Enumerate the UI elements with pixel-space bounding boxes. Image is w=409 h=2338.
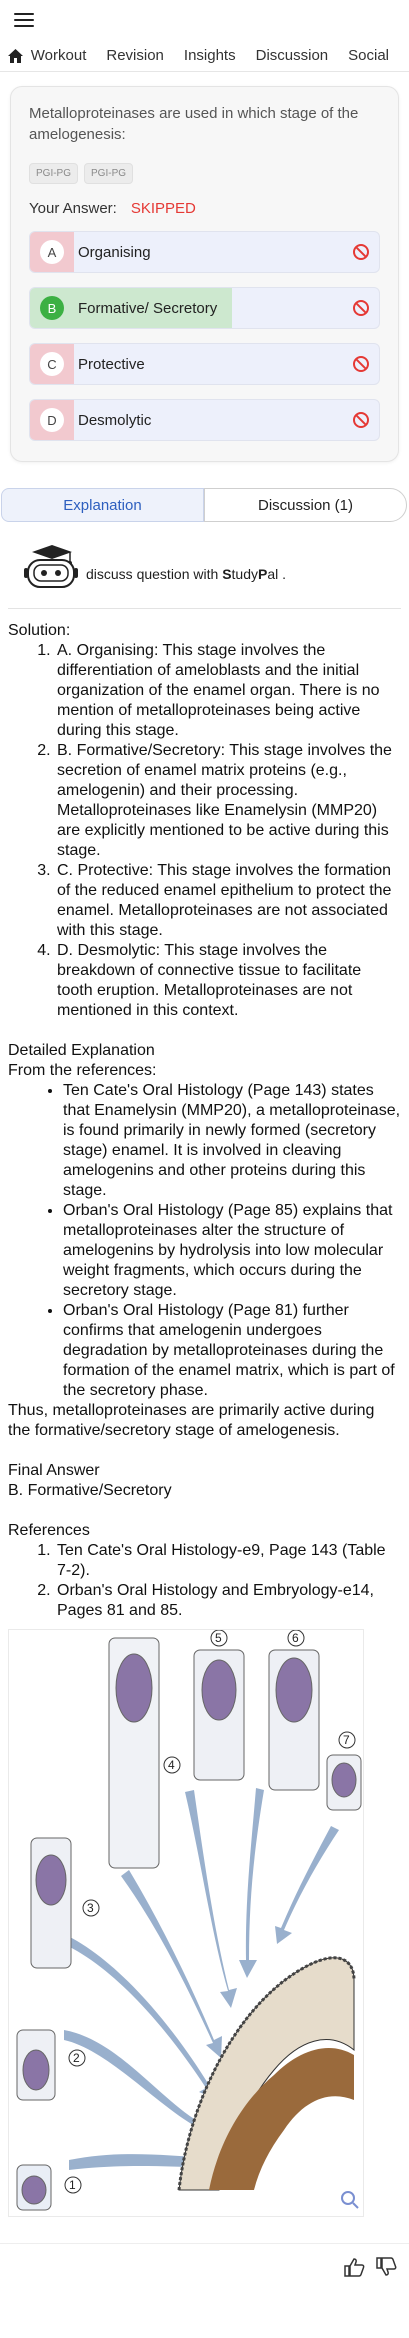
feedback-bar — [0, 2243, 409, 2289]
tabs-scrollbar[interactable] — [0, 71, 396, 72]
list-item: 2. B. Formative/Secretory: This stage involves the secretion of enamel matrix proteins (e.g., amelogenin) and their processing. Metalloproteinases like Enamelysin (MMP20) are explicitly mentioned to be active during this stage. — [55, 741, 401, 861]
studypal-link[interactable] — [22, 542, 409, 592]
top-bar — [0, 0, 409, 40]
amelogenesis-illustration[interactable] — [8, 1629, 364, 2217]
option-b[interactable] — [29, 287, 380, 329]
your-answer-row — [29, 200, 380, 217]
stage-number: 3 — [87, 1901, 94, 1915]
menu-icon[interactable] — [14, 13, 34, 27]
list-item: 4. D. Desmolytic: This stage involves the breakdown of connective tissue to facilitate tooth eruption. Metalloproteinases are not mentioned in this context. — [55, 941, 401, 1021]
stage-number: 5 — [215, 1631, 222, 1645]
robot-graduate-icon — [22, 544, 78, 590]
question-text: Metalloproteinases are used in which stage of the amelogenesis: — [29, 105, 359, 143]
list-item: 1. A. Organising: This stage involves the differentiation of ameloblasts and the initial organization of the enamel organ. There is no mention of metalloproteinases being active during this stage. — [55, 641, 401, 741]
stage-number: 6 — [292, 1631, 299, 1645]
option-d[interactable] — [29, 399, 380, 441]
nav-tabs — [0, 40, 409, 72]
solution-heading: Solution: — [8, 622, 71, 639]
thumbs-down-icon[interactable] — [375, 2257, 397, 2277]
option-label: Protective — [78, 355, 145, 373]
stage-number: 4 — [168, 1758, 175, 1772]
list-item: 3. C. Protective: This stage involves the formation of the reduced enamel epithelium to protect the enamel. Metalloproteinases are not associated with this stage. — [55, 861, 401, 941]
detailed-list — [63, 1081, 401, 1401]
list-item: 1. Ten Cate's Oral Histology-e9, Page 143 (Table 7-2). — [55, 1541, 401, 1581]
option-letter: A — [40, 240, 64, 264]
detailed-heading: Detailed Explanation — [8, 1042, 155, 1059]
option-label: Desmolytic — [78, 411, 152, 429]
tab-revision[interactable]: Revision — [106, 47, 164, 64]
thumbs-up-icon[interactable] — [343, 2257, 365, 2277]
references-list — [55, 1541, 401, 1621]
references-heading: References — [8, 1522, 90, 1539]
explanation-discussion-toggle — [1, 488, 407, 522]
stage-number: 2 — [73, 2051, 80, 2065]
zoom-icon — [342, 2192, 358, 2208]
tab-workout[interactable]: Workout — [30, 47, 87, 64]
option-a[interactable] — [29, 231, 380, 273]
detailed-intro: From the references: — [8, 1062, 157, 1079]
ban-icon — [353, 412, 369, 428]
ameloblast-stages-diagram — [9, 1630, 365, 2218]
question-card — [10, 86, 399, 462]
stage-number: 7 — [343, 1733, 350, 1747]
explanation-content — [0, 609, 409, 1621]
list-item: • Ten Cate's Oral Histology (Page 143) states that Enamelysin (MMP20), a metalloproteinase, is found primarily in newly formed (secretory stage) enamel. It is involved in cleaving amelogenins and other proteins during this stage. — [63, 1081, 401, 1201]
final-answer-heading: Final Answer — [8, 1462, 100, 1479]
question-tags — [29, 163, 380, 184]
option-label: Formative/ Secretory — [78, 299, 218, 317]
tag: PGI-PG — [84, 163, 133, 184]
your-answer-status: SKIPPED — [130, 200, 196, 217]
tab-discussion-count[interactable]: Discussion (1) — [204, 488, 407, 522]
tab-social[interactable]: Social — [348, 47, 389, 64]
ban-icon — [353, 300, 369, 316]
list-item: • Orban's Oral Histology (Page 85) explains that metalloproteinases alter the structure of amelogenins by hydrolysis into low molecular weight fragments, which occurs during the secretory stage. — [63, 1201, 401, 1301]
stage-number: 1 — [69, 2178, 76, 2192]
solution-list — [55, 641, 401, 1021]
option-letter: C — [40, 352, 64, 376]
your-answer-label: Your Answer: — [29, 200, 117, 217]
studypal-text: discuss question with StudyPal . — [86, 566, 287, 582]
ban-icon — [353, 244, 369, 260]
final-answer-value: B. Formative/Secretory — [8, 1482, 172, 1499]
ban-icon — [353, 356, 369, 372]
list-item: 2. Orban's Oral Histology and Embryology-e14, Pages 81 and 85. — [55, 1581, 401, 1621]
home-icon[interactable] — [0, 49, 31, 63]
detailed-conclusion: Thus, metalloproteinases are primarily active during the formative/secretory stage of amelogenesis. — [8, 1402, 375, 1439]
tab-discussion[interactable]: Discussion — [255, 47, 329, 64]
option-letter: D — [40, 408, 64, 432]
list-item: • Orban's Oral Histology (Page 81) further confirms that amelogenin undergoes degradation by metalloproteinases during the formation of the enamel matrix, which is part of the secretory phase. — [63, 1301, 401, 1401]
option-letter: B — [40, 296, 64, 320]
tab-insights[interactable]: Insights — [183, 47, 236, 64]
tag: PGI-PG — [29, 163, 78, 184]
tab-explanation[interactable]: Explanation — [1, 488, 204, 522]
option-label: Organising — [78, 243, 151, 261]
option-c[interactable] — [29, 343, 380, 385]
